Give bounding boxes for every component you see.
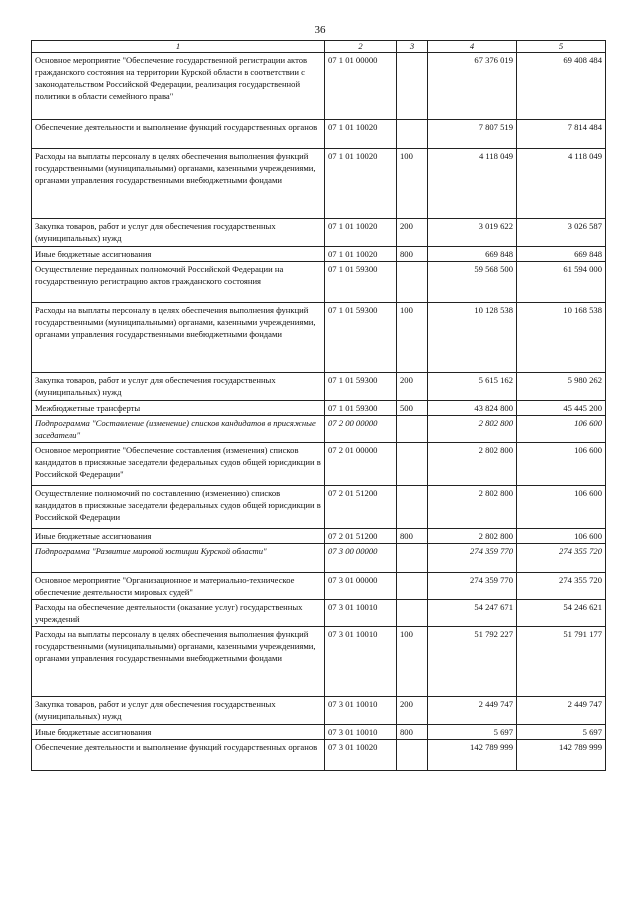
row-type-cell: 200 xyxy=(397,219,428,247)
row-value-col5-cell: 51 791 177 xyxy=(517,627,606,697)
row-type-cell xyxy=(397,416,428,443)
row-value-col4-cell: 274 359 770 xyxy=(428,544,517,573)
row-type-cell: 800 xyxy=(397,247,428,262)
row-name-cell: Осуществление полномочий по составлению (изменению) списков кандидатов в присяжные заседатели федеральных судов общей юрисдикции в Российской Федерации xyxy=(32,486,325,529)
row-value-col5-cell: 106 600 xyxy=(517,529,606,544)
row-code-cell: 07 3 01 00000 xyxy=(325,573,397,600)
row-code-cell: 07 2 01 00000 xyxy=(325,443,397,486)
row-value-col5-cell: 69 408 484 xyxy=(517,53,606,120)
row-value-col5-cell: 4 118 049 xyxy=(517,149,606,219)
row-code-cell: 07 2 00 00000 xyxy=(325,416,397,443)
table-row xyxy=(32,529,606,544)
budget-table xyxy=(31,40,606,771)
table-row xyxy=(32,697,606,725)
row-code-cell: 07 1 01 10020 xyxy=(325,247,397,262)
row-code-cell: 07 1 01 59300 xyxy=(325,401,397,416)
row-code-cell: 07 1 01 59300 xyxy=(325,262,397,303)
row-value-col5-cell: 669 848 xyxy=(517,247,606,262)
row-name-cell: Обеспечение деятельности и выполнение функций государственных органов xyxy=(32,120,325,149)
row-value-col4-cell: 10 128 538 xyxy=(428,303,517,373)
table-row xyxy=(32,303,606,373)
row-type-cell: 100 xyxy=(397,627,428,697)
row-type-cell: 800 xyxy=(397,725,428,740)
row-value-col5-cell: 274 355 720 xyxy=(517,544,606,573)
row-value-col4-cell: 669 848 xyxy=(428,247,517,262)
row-name-cell: Расходы на выплаты персоналу в целях обеспечения выполнения функций государственными (муниципальными) органами, казенными учреждениями, органами управления государственными внебюджетными фондами xyxy=(32,303,325,373)
row-type-cell xyxy=(397,544,428,573)
row-name-cell: Обеспечение деятельности и выполнение функций государственных органов xyxy=(32,740,325,771)
row-value-col4-cell: 54 247 671 xyxy=(428,600,517,627)
row-name-cell: Основное мероприятие "Организационное и материально-техническое обеспечение деятельности мировых судей" xyxy=(32,573,325,600)
row-value-col5-cell: 45 445 200 xyxy=(517,401,606,416)
row-code-cell: 07 3 01 10020 xyxy=(325,740,397,771)
row-code-cell: 07 3 01 10010 xyxy=(325,600,397,627)
row-value-col4-cell: 3 019 622 xyxy=(428,219,517,247)
table-row xyxy=(32,416,606,443)
row-code-cell: 07 2 01 51200 xyxy=(325,529,397,544)
table-row xyxy=(32,740,606,771)
row-value-col4-cell: 2 449 747 xyxy=(428,697,517,725)
header-col-2: 2 xyxy=(325,41,397,53)
row-type-cell: 200 xyxy=(397,697,428,725)
row-value-col5-cell: 10 168 538 xyxy=(517,303,606,373)
row-type-cell xyxy=(397,573,428,600)
row-code-cell: 07 1 01 59300 xyxy=(325,373,397,401)
row-value-col4-cell: 5 615 162 xyxy=(428,373,517,401)
row-name-cell: Подпрограмма "Развитие мировой юстиции Курской области" xyxy=(32,544,325,573)
row-name-cell: Иные бюджетные ассигнования xyxy=(32,529,325,544)
header-col-5: 5 xyxy=(517,41,606,53)
row-value-col4-cell: 2 802 800 xyxy=(428,486,517,529)
row-value-col4-cell: 2 802 800 xyxy=(428,443,517,486)
table-row xyxy=(32,600,606,627)
row-name-cell: Иные бюджетные ассигнования xyxy=(32,247,325,262)
row-value-col4-cell: 2 802 800 xyxy=(428,529,517,544)
row-name-cell: Расходы на выплаты персоналу в целях обеспечения выполнения функций государственными (муниципальными) органами, казенными учреждениями, органами управления государственными внебюджетными фондами xyxy=(32,627,325,697)
row-name-cell: Расходы на выплаты персоналу в целях обеспечения выполнения функций государственными (муниципальными) органами, казенными учреждениями, органами управления государственными внебюджетными фондами xyxy=(32,149,325,219)
row-value-col5-cell: 3 026 587 xyxy=(517,219,606,247)
table-row xyxy=(32,725,606,740)
row-code-cell: 07 3 01 10010 xyxy=(325,725,397,740)
table-row xyxy=(32,443,606,486)
row-value-col4-cell: 51 792 227 xyxy=(428,627,517,697)
row-value-col5-cell: 106 600 xyxy=(517,443,606,486)
row-code-cell: 07 1 01 10020 xyxy=(325,219,397,247)
table-row xyxy=(32,401,606,416)
row-value-col5-cell: 5 980 262 xyxy=(517,373,606,401)
row-code-cell: 07 1 01 59300 xyxy=(325,303,397,373)
table-row xyxy=(32,262,606,303)
header-col-4: 4 xyxy=(428,41,517,53)
row-value-col4-cell: 4 118 049 xyxy=(428,149,517,219)
row-name-cell: Иные бюджетные ассигнования xyxy=(32,725,325,740)
table-row xyxy=(32,219,606,247)
row-value-col5-cell: 106 600 xyxy=(517,486,606,529)
row-name-cell: Основное мероприятие "Обеспечение государственной регистрации актов гражданского состояния на территории Курской области в соответствии с законодательством Российской Федерации, реализация государственной политики в области семейного права" xyxy=(32,53,325,120)
row-value-col5-cell: 54 246 621 xyxy=(517,600,606,627)
row-value-col5-cell: 274 355 720 xyxy=(517,573,606,600)
row-value-col5-cell: 5 697 xyxy=(517,725,606,740)
row-type-cell xyxy=(397,120,428,149)
row-name-cell: Закупка товаров, работ и услуг для обеспечения государственных (муниципальных) нужд xyxy=(32,373,325,401)
table-row xyxy=(32,53,606,120)
table-row xyxy=(32,627,606,697)
header-col-3: 3 xyxy=(397,41,428,53)
table-row xyxy=(32,373,606,401)
page-number: 36 xyxy=(314,24,326,36)
row-value-col5-cell: 106 600 xyxy=(517,416,606,443)
row-type-cell xyxy=(397,262,428,303)
table-row xyxy=(32,573,606,600)
table-row xyxy=(32,247,606,262)
row-type-cell xyxy=(397,53,428,120)
row-type-cell: 100 xyxy=(397,149,428,219)
row-name-cell: Расходы на обеспечение деятельности (оказание услуг) государственных учреждений xyxy=(32,600,325,627)
header-row xyxy=(32,41,606,53)
row-value-col4-cell: 5 697 xyxy=(428,725,517,740)
row-code-cell: 07 1 01 10020 xyxy=(325,149,397,219)
row-code-cell: 07 1 01 10020 xyxy=(325,120,397,149)
row-name-cell: Закупка товаров, работ и услуг для обеспечения государственных (муниципальных) нужд xyxy=(32,219,325,247)
row-code-cell: 07 2 01 51200 xyxy=(325,486,397,529)
row-type-cell xyxy=(397,600,428,627)
header-col-1: 1 xyxy=(32,41,325,53)
row-name-cell: Основное мероприятие "Обеспечение составления (изменения) списков кандидатов в присяжные заседатели федеральных судов общей юрисдикции в Российской Федерации" xyxy=(32,443,325,486)
row-value-col5-cell: 2 449 747 xyxy=(517,697,606,725)
row-value-col4-cell: 43 824 800 xyxy=(428,401,517,416)
row-name-cell: Закупка товаров, работ и услуг для обеспечения государственных (муниципальных) нужд xyxy=(32,697,325,725)
table-row xyxy=(32,544,606,573)
row-value-col5-cell: 142 789 999 xyxy=(517,740,606,771)
row-value-col4-cell: 142 789 999 xyxy=(428,740,517,771)
row-code-cell: 07 3 01 10010 xyxy=(325,627,397,697)
row-code-cell: 07 1 01 00000 xyxy=(325,53,397,120)
table-row xyxy=(32,120,606,149)
row-code-cell: 07 3 00 00000 xyxy=(325,544,397,573)
row-type-cell: 500 xyxy=(397,401,428,416)
table-row xyxy=(32,486,606,529)
row-name-cell: Осуществление переданных полномочий Российской Федерации на государственную регистрацию актов гражданского состояния xyxy=(32,262,325,303)
row-type-cell xyxy=(397,740,428,771)
table-row xyxy=(32,149,606,219)
row-type-cell: 200 xyxy=(397,373,428,401)
row-name-cell: Подпрограмма "Составление (изменение) списков кандидатов в присяжные заседатели" xyxy=(32,416,325,443)
row-value-col4-cell: 274 359 770 xyxy=(428,573,517,600)
row-value-col4-cell: 59 568 500 xyxy=(428,262,517,303)
row-value-col5-cell: 7 814 484 xyxy=(517,120,606,149)
table-body xyxy=(32,53,606,771)
row-type-cell xyxy=(397,486,428,529)
row-name-cell: Межбюджетные трансферты xyxy=(32,401,325,416)
row-type-cell: 100 xyxy=(397,303,428,373)
row-type-cell: 800 xyxy=(397,529,428,544)
row-type-cell xyxy=(397,443,428,486)
row-value-col4-cell: 67 376 019 xyxy=(428,53,517,120)
row-value-col4-cell: 7 807 519 xyxy=(428,120,517,149)
row-value-col4-cell: 2 802 800 xyxy=(428,416,517,443)
row-value-col5-cell: 61 594 000 xyxy=(517,262,606,303)
row-code-cell: 07 3 01 10010 xyxy=(325,697,397,725)
